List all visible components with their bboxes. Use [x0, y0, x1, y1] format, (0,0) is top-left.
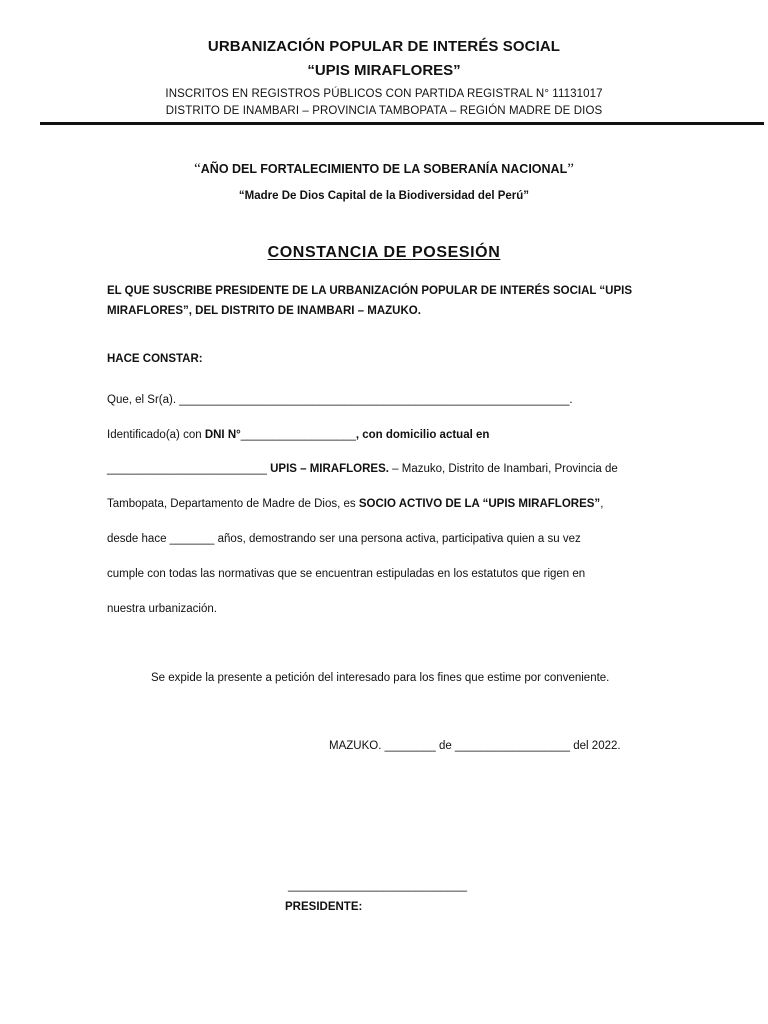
- region-motto: “Madre De Dios Capital de la Biodiversidad del Perú”: [238, 190, 530, 202]
- address-blank: _________________________: [107, 463, 271, 475]
- signature-label: PRESIDENTE:: [285, 901, 363, 913]
- member-prefix: Tambopata, Departamento de Madre de Dios, es: [107, 498, 359, 510]
- address-upis: UPIS – MIRAFLORES.: [270, 463, 389, 475]
- org-short-name: “UPIS MIRAFLORES”: [307, 62, 461, 79]
- org-name: URBANIZACIÓN POPULAR DE INTERÉS SOCIAL: [207, 38, 561, 55]
- dni-blank: __________________: [240, 429, 356, 441]
- year-motto-text: AÑO DEL FORTALECIMIENTO DE LA SOBERANÍA NACIONAL: [200, 162, 568, 176]
- body-line-years: desde hace _______ años, demostrando ser una persona activa, participativa quien a su vez: [107, 533, 581, 545]
- dni-prefix: Identificado(a) con: [107, 429, 205, 441]
- dni-label: DNI N°: [204, 429, 241, 441]
- body-line-urbanization: nuestra urbanización.: [107, 603, 217, 615]
- body-line-norms: cumple con todas las normativas que se encuentran estipuladas en los estatutos que rigen en: [107, 568, 586, 580]
- address-rest: – Mazuko, Distrito de Inambari, Provincia de: [388, 463, 618, 475]
- body-line-address: [107, 463, 618, 475]
- date-line: MAZUKO. ________ de __________________ del 2022.: [329, 740, 621, 752]
- year-motto-close-quote: ”: [567, 161, 574, 177]
- member-status: SOCIO ACTIVO DE LA “UPIS MIRAFLORES”: [358, 498, 601, 510]
- hace-constar-heading: HACE CONSTAR:: [107, 353, 203, 365]
- body-line-member: [107, 498, 603, 510]
- district-line: DISTRITO DE INAMBARI – PROVINCIA TAMBOPATA – REGIÓN MADRE DE DIOS: [165, 105, 603, 117]
- member-comma: ,: [600, 498, 604, 510]
- intro-paragraph: EL QUE SUSCRIBE PRESIDENTE DE LA URBANIZACIÓN POPULAR DE INTERÉS SOCIAL “UPIS MIRAFLORES”, DEL DISTRITO DE INAMBARI – MAZUKO.: [107, 285, 633, 317]
- body-line-dni: [107, 429, 489, 441]
- year-motto-open-quote: “: [194, 161, 201, 177]
- signature-line: ____________________________: [288, 880, 468, 892]
- dni-suffix: , con domicilio actual en: [355, 429, 490, 441]
- body-line-name: Que, el Sr(a). _____________________________________________________________.: [107, 394, 573, 406]
- header-divider: [40, 122, 764, 125]
- year-motto: [0, 161, 768, 178]
- issuance-statement: Se expide la presente a petición del interesado para los fines que estime por conveniente.: [151, 672, 610, 684]
- document-title: CONSTANCIA DE POSESIÓN: [267, 244, 501, 261]
- registry-line: INSCRITOS EN REGISTROS PÚBLICOS CON PARTIDA REGISTRAL N° 11131017: [165, 88, 603, 100]
